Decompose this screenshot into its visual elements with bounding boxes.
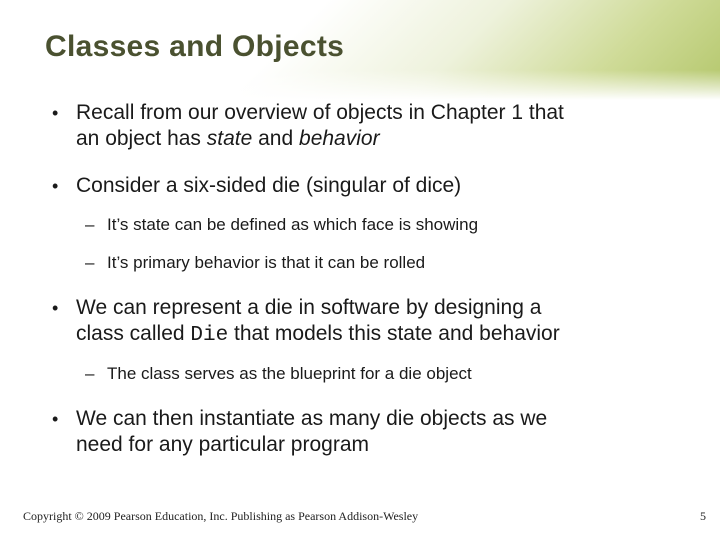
text-run: and bbox=[252, 127, 300, 150]
bullet-text bbox=[76, 100, 666, 152]
bullet-line bbox=[76, 126, 666, 152]
page-number: 5 bbox=[700, 509, 706, 523]
bullet-icon: • bbox=[52, 409, 59, 429]
text-run: class called bbox=[76, 322, 191, 345]
bullet-line: Recall from our overview of objects in Chapter 1 that bbox=[76, 101, 564, 124]
copyright-footer: Copyright © 2009 Pearson Education, Inc. Publishing as Pearson Addison-Wesley bbox=[23, 509, 419, 523]
bullet-icon: • bbox=[52, 298, 59, 318]
bullet-line: We can represent a die in software by designing a bbox=[76, 296, 542, 319]
code-die: Die bbox=[190, 324, 229, 347]
text-run: an object has bbox=[76, 127, 207, 150]
slide-title: Classes and Objects bbox=[45, 30, 345, 63]
bullet-text bbox=[76, 295, 666, 349]
dash-icon: – bbox=[85, 364, 95, 383]
text-run: that models this state and behavior bbox=[228, 322, 560, 345]
bullet-icon: • bbox=[52, 176, 59, 196]
emphasis-behavior: behavior bbox=[299, 127, 380, 150]
dash-icon: – bbox=[85, 253, 95, 272]
emphasis-state: state bbox=[206, 127, 253, 150]
sub-bullet-text: It’s primary behavior is that it can be rolled bbox=[107, 253, 426, 272]
bullet-line: We can then instantiate as many die objects as we bbox=[76, 407, 548, 430]
bullet-line bbox=[76, 321, 666, 349]
bullet-line: need for any particular program bbox=[76, 433, 369, 456]
sub-bullet-text: It’s state can be defined as which face is showing bbox=[107, 215, 479, 234]
sub-bullet-text: The class serves as the blueprint for a die object bbox=[107, 364, 472, 383]
bullet-icon: • bbox=[52, 103, 59, 123]
dash-icon: – bbox=[85, 215, 95, 234]
bullet-text: Consider a six-sided die (singular of dice) bbox=[76, 174, 462, 197]
bullet-text bbox=[76, 406, 666, 458]
